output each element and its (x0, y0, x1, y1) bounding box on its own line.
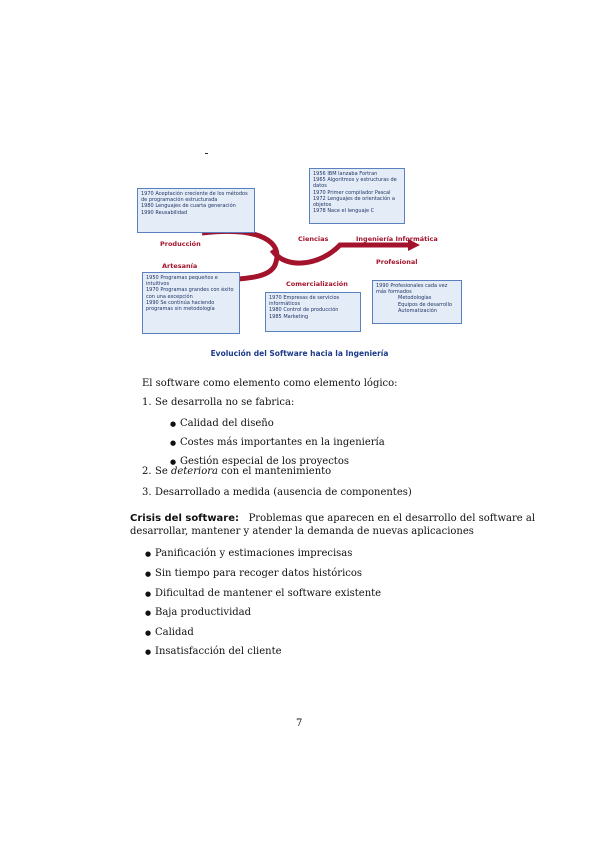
box-line: 1965 Algoritmos y estructuras de datos (313, 177, 397, 190)
list-number: 2. (142, 466, 152, 477)
list-emphasis: deteriora (170, 466, 218, 477)
box-line: 1980 Lenguajes de cuarta generación (141, 203, 236, 210)
crisis-item: Sin tiempo para recoger datos históricos (155, 568, 363, 579)
bullet-icon: ● (170, 420, 177, 428)
box-line: 1990 Profesionales cada vez más formados (376, 283, 448, 296)
box-line: 1980 Control de producción (269, 307, 339, 314)
box-line: 1990 Reusabilidad (141, 209, 188, 216)
bullet-icon: ● (170, 458, 177, 466)
crisis-item: Panificación y estimaciones imprecisas (155, 548, 353, 559)
bullet-icon: ● (170, 439, 177, 447)
box-line: 1950 Programas pequeños e intuitivos (146, 275, 218, 288)
box-line: 1978 Nace el lenguaje C (313, 208, 375, 215)
intro-text: El software como elemento como elemento lógico: (142, 378, 398, 389)
label-produccion: Producción (160, 240, 201, 248)
list-number: 1. (142, 397, 152, 408)
bullet-icon: ● (145, 570, 152, 578)
box-line: 1985 Marketing (269, 313, 309, 320)
list-item: Desarrollado a medida (ausencia de componentes) (155, 487, 412, 498)
box-line: 1970 Primer compilador Pascal (313, 189, 391, 196)
crisis-item: Baja productividad (155, 607, 252, 618)
box-line: Equipos de desarrollo (398, 301, 452, 308)
crisis-text: Problemas que aparecen en el desarrollo del software al (248, 513, 536, 524)
label-artesania: Artesanía (162, 262, 198, 270)
bullet-icon: ● (145, 550, 152, 558)
label-comercializacion: Comercialización (286, 280, 348, 288)
box-bottom-left (142, 272, 240, 334)
box-line: 1990 Se continúa haciendo programas sin metodología (146, 299, 215, 313)
box-line: 1972 Lenguajes de orientación a objetos (313, 195, 395, 209)
crisis-title: Crisis del software: (130, 513, 240, 524)
box-line: 1956 IBM lanzaba Fortran (313, 171, 378, 177)
box-line: 1970 Programas grandes con éxito con una excepción (146, 287, 234, 300)
bullet-icon: ● (145, 648, 152, 656)
sublist-item: Gestión especial de los proyectos (180, 456, 349, 467)
label-ciencias: Ciencias (298, 235, 329, 243)
box-bottom-right (372, 280, 462, 324)
box-bottom-middle (265, 292, 361, 332)
bullet-icon: ● (145, 609, 152, 617)
box-line: Automatización (398, 307, 437, 314)
sublist-item: Costes más importantes en la ingeniería (180, 437, 385, 448)
list-number: 3. (142, 487, 152, 498)
sublist-item: Calidad del diseño (180, 418, 274, 429)
box-line: 1970 Empresas de servicios informáticos (269, 295, 340, 308)
list-text: con el mantenimiento (217, 466, 332, 477)
box-top-left (137, 188, 255, 233)
crisis-item: Calidad (155, 627, 194, 638)
crisis-item: Dificultad de mantener el software existente (155, 588, 382, 599)
figure-caption: Evolución del Software hacia la Ingeniería (210, 349, 389, 358)
label-profesional: Profesional (376, 258, 418, 266)
page-number: 7 (296, 718, 303, 729)
box-line: Metodologías (398, 295, 432, 302)
label-ingenieria: Ingeniería Informática (356, 235, 438, 243)
crisis-text-continued: desarrollar, mantener y atender la demanda de nuevas aplicaciones (130, 526, 474, 537)
box-line: 1970 Aceptación creciente de los métodos de programación estructurada (141, 191, 248, 204)
list-text: Se (155, 466, 171, 477)
box-top-right (309, 168, 405, 224)
list-item (155, 465, 331, 478)
list-item: Se desarrolla no se fabrica: (155, 397, 295, 408)
crisis-paragraph (130, 512, 535, 525)
bullet-icon: ● (145, 629, 152, 637)
crisis-item: Insatisfacción del cliente (155, 646, 282, 657)
bullet-icon: ● (145, 590, 152, 598)
